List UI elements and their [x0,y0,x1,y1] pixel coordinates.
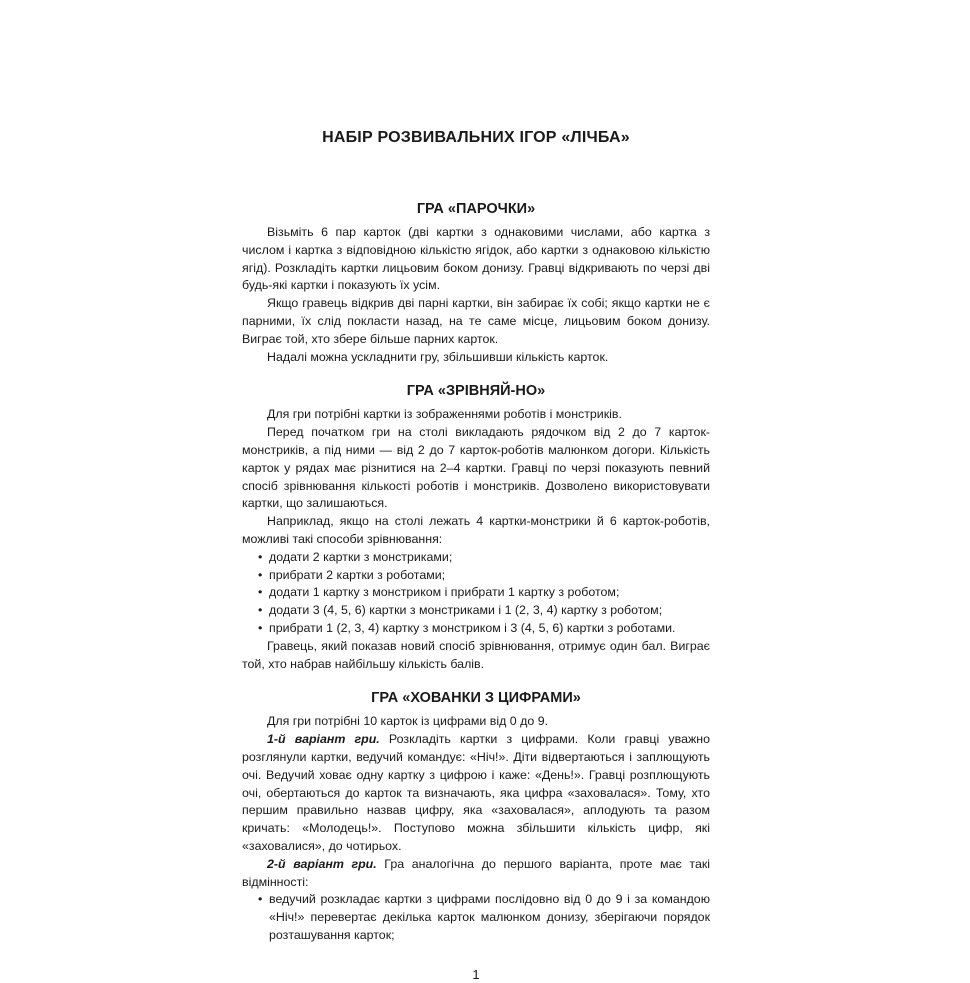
paragraph: Гравець, який показав новий спосіб зрівнювання, отримує один бал. Виграє той, хто набрав найбільшу кількість балів. [242,638,710,671]
bullet-list [242,891,710,944]
paragraph: Для гри потрібні картки із зображеннями роботів і монстриків. [267,407,622,422]
variant-1-lead: 1-й варіант гри. [267,732,380,747]
list-item: • додати 2 картки з монстриками; [242,549,710,567]
list-item: • додати 1 картку з монстриком і прибрати 1 картку з роботом; [242,584,710,602]
section-heading-parochky: ГРА «ПАРОЧКИ» [416,201,536,217]
variant-2-text: Гра аналогічна до першого варіанта, проте має такі відмінності: [242,856,711,889]
paragraph: Якщо гравець відкрив дві парні картки, він забирає їх собі; якщо картки не є парними, їх слід покласти назад, на те саме місце, лицьовим боком донизу. Виграє той, хто збере більше парних карток. [242,296,710,346]
section-heading-zrivnyai-no: ГРА «ЗРІВНЯЙ-НО» [406,383,546,400]
list-item: • додати 3 (4, 5, 6) картки з монстриками і 1 (2, 3, 4) картку з роботом; [242,602,710,620]
variant-2-lead: 2-й варіант гри. [267,856,377,871]
variant-1-text: Розкладіть картки з цифрами. Коли гравці уважно розглянули картки, ведучий командує: «Ніч!». Діти відвертаються і заплющують очі. Ведучий ховає одну картку з цифрою і каже: «День!». Гравці розплющують очі, обертаються до карток та визначають, яка цифра «заховалася». Тому, хто першим правильно назвав цифру, яка «заховалася», аплодують та разом кричать: «Молодець!». Поступово можна збільшити кількість цифр, які «заховалися», до чотирьох. [242,732,710,853]
page-title: НАБІР РОЗВИВАЛЬНИХ ІГОР «ЛІЧБА» [322,129,630,146]
paragraph: Наприклад, якщо на столі лежать 4 картки-монстрики й 6 карток-роботів, можливі такі способи зрівнювання: [242,514,710,546]
document-page [242,0,710,983]
bullet-list [242,549,710,638]
paragraph: Перед початком гри на столі викладають рядочком від 2 до 7 карток-монстриків, а під ними — від 2 до 7 карток-роботів малюнком догори. Кількість карток у рядах має різнитися на 2–4 картки. Гравці по черзі показують певний спосіб зрівнювання кількості роботів і монстриків. Дозволено використовувати картки, що залишаються. [242,425,710,511]
list-item: • прибрати 2 картки з роботами; [242,567,710,585]
section-parochky [242,224,710,366]
section-khovanky [242,713,710,944]
paragraph: Надалі можна ускладнити гру, збільшивши кількість карток. [267,349,609,364]
paragraph [242,856,710,892]
paragraph: Візьміть 6 пар карток (дві картки з однаковими числами, або картка з числом і картка з відповідною кількістю ягідок, або картки з однаковою кількістю ягід). Розкладіть картки лицьовим боком донизу. Гравці відкривають по черзі дві будь-які картки і показують їх усім. [242,225,710,293]
paragraph [242,731,710,856]
section-zrivnyai-no [242,406,710,673]
list-item: • ведучий розкладає картки з цифрами послідовно від 0 до 9 і за командою «Ніч!» перевертає декілька карток малюнком донизу, зберігаючи порядок розташування карток; [242,891,710,944]
section-heading-khovanky: ГРА «ХОВАНКИ З ЦИФРАМИ» [371,690,581,707]
list-item: • прибрати 1 (2, 3, 4) картку з монстриком і 3 (4, 5, 6) картки з роботами. [242,620,710,638]
paragraph: Для гри потрібні 10 карток із цифрами від 0 до 9. [267,714,549,729]
page-number: 1 [472,966,480,982]
